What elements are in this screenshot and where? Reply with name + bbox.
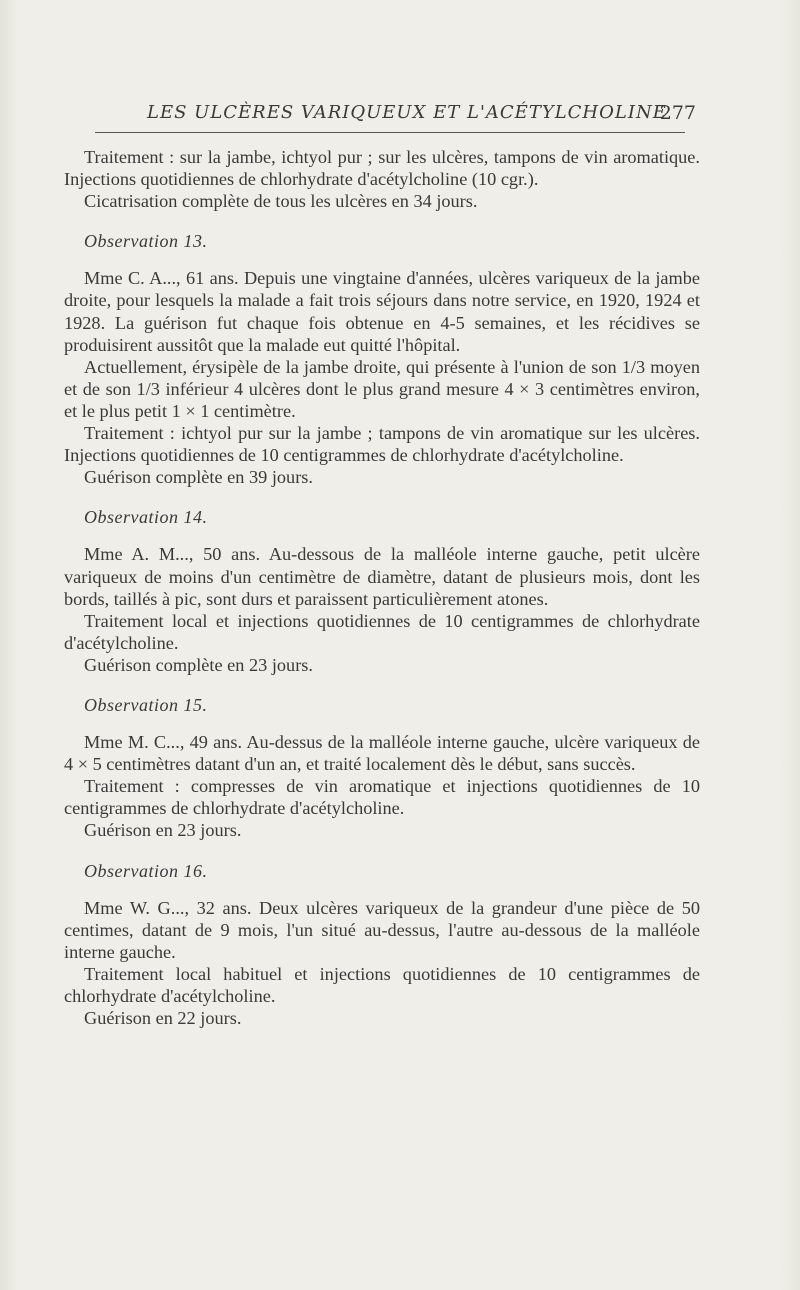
observation-14-paragraph: Traitement local et injections quotidiennes de 10 centigrammes de chlorhydrate d'acétylcholine. [64,610,700,653]
observation-15-paragraph: Guérison en 23 jours. [84,820,242,841]
observation-16-paragraph: Guérison en 22 jours. [84,1008,242,1029]
running-head: LES ULCÈRES VARIQUEUX ET L'ACÉTYLCHOLINE [147,102,667,123]
observation-13-paragraph: Traitement : ichtyol pur sur la jambe ; tampons de vin aromatique sur les ulcères. Injections quotidiennes de 10 centigrammes de chlorhydrate d'acétylcholine. [64,423,700,466]
page-number: 277 [659,102,696,124]
observation-14-heading: Observation 14. [84,507,208,528]
observation-16-paragraph: Traitement local habituel et injections quotidiennes de 10 centigrammes de chlorhydrate d'acétylcholine. [64,963,700,1006]
observation-13-paragraph: Actuellement, érysipèle de la jambe droite, qui présente à l'union de son 1/3 moyen et de son 1/3 inférieur 4 ulcères dont le plus grand mesure 4 × 3 centimètres environ, et le plus petit 1 × 1 centimètre. [64,356,700,421]
observation-16-paragraph: Mme W. G..., 32 ans. Deux ulcères variqueux de la grandeur d'une pièce de 50 centimes, datant de 9 mois, l'un situé au-dessus, l'autre au-dessous de la malléole interne gauche. [64,897,700,962]
page-header [95,98,700,132]
header-rule [95,132,685,133]
observation-15-paragraph: Traitement : compresses de vin aromatique et injections quotidiennes de 10 centigrammes de chlorhydrate d'acétylcholine. [64,776,700,819]
body-text [64,146,700,1029]
observation-14-paragraph: Guérison complète en 23 jours. [84,654,313,675]
observation-13-heading: Observation 13. [84,231,208,252]
observation-15-heading: Observation 15. [84,694,208,715]
observation-13-paragraph: Mme C. A..., 61 ans. Depuis une vingtaine d'années, ulcères variqueux de la jambe droite, pour lesquels la malade a fait trois séjours dans notre service, en 1920, 1924 et 1928. La guérison fut chaque fois obtenue en 4-5 semaines, et les récidives se produisirent aussitôt que la malade eut quitté l'hôpital. [64,268,700,355]
observation-15-paragraph: Mme M. C..., 49 ans. Au-dessus de la malléole interne gauche, ulcère variqueux de 4 × 5 centimètres datant d'un an, et traité localement dès le début, sans succès. [64,732,700,775]
paragraph-cicatrisation: Cicatrisation complète de tous les ulcères en 34 jours. [84,191,478,212]
paragraph-treatment: Traitement : sur la jambe, ichtyol pur ; sur les ulcères, tampons de vin aromatique. Injections quotidiennes de chlorhydrate d'acétylcholine (10 cgr.). [64,147,700,190]
observation-14-paragraph: Mme A. M..., 50 ans. Au-dessous de la malléole interne gauche, petit ulcère variqueux de moins d'un centimètre de diamètre, datant de plusieurs mois, dont les bords, taillés à pic, sont durs et paraissent particulièrement atones. [64,544,700,609]
observation-13-paragraph: Guérison complète en 39 jours. [84,467,313,488]
observation-16-heading: Observation 16. [84,860,208,881]
